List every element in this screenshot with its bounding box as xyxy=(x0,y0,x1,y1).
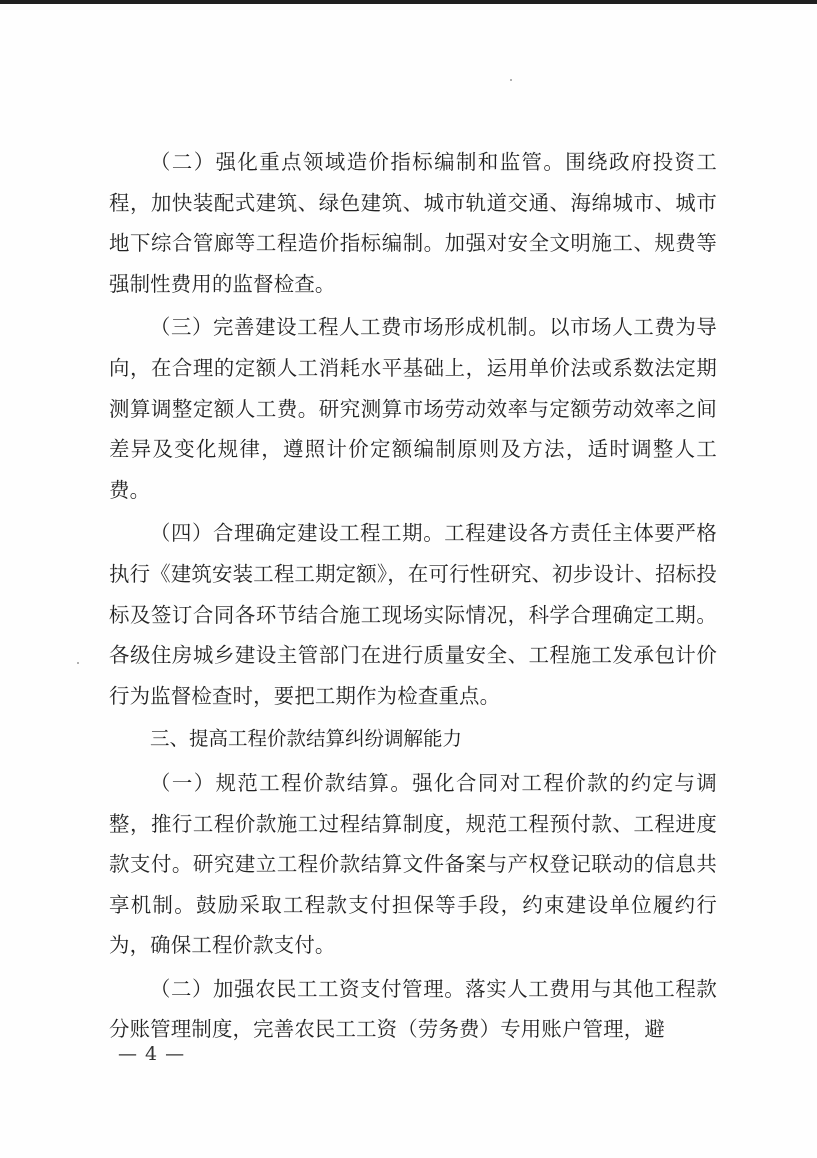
document-body xyxy=(109,142,717,1053)
page-number: — 4 — xyxy=(118,1043,186,1065)
paragraph-lead: （一）规范工程价款结算。 xyxy=(150,770,413,795)
paragraph-key-areas-indicators xyxy=(109,142,717,304)
section-heading: 三、提高工程价款结算纠纷调解能力 xyxy=(150,727,463,751)
paragraph-labor-cost-mechanism xyxy=(109,307,717,510)
paragraph-lead: （二）强化重点领域造价指标编制和监管。 xyxy=(150,150,566,174)
paragraph-lead: （三）完善建设工程人工费市场形成机制。 xyxy=(150,315,550,340)
paragraph-text: 以市场人工费为导向，在合理的定额人工消耗水平基础上，运用单价法或系数法定期测算调整定额人工费。研究测算市场劳动效率与定额劳动效率之间差异及变化规律，遵照计价定额编制原则及方法，适时调整人工费。 xyxy=(109,315,717,502)
paragraph-construction-period xyxy=(109,513,717,716)
paragraph-text: 围绕政府投资工程，加快装配式建筑、绿色建筑、城市轨道交通、海绵城市、城市地下综合管廊等工程造价指标编制。加强对安全文明施工、规费等强制性费用的监督检查。 xyxy=(109,150,717,296)
paragraph-text: 工程建设各方责任主体要严格执行《建筑安装工程工期定额》，在可行性研究、初步设计、招标投标及签订合同各环节结合施工现场实际情况，科学合理确定工期。各级住房城乡建设主管部门在进行质量安全、工程施工发承包计价行为监督检查时，要把工期作为检查重点。 xyxy=(109,521,717,708)
scan-speck xyxy=(510,79,512,81)
scan-speck xyxy=(77,662,79,664)
paragraph-text: 强化合同对工程价款的约定与调整，推行工程价款施工过程结算制度，规范工程预付款、工程进度款支付。研究建立工程价款结算文件备案与产权登记联动的信息共享机制。鼓励采取工程款支付担保等手段，约束建设单位履约行为，确保工程价款支付。 xyxy=(109,770,717,958)
scan-top-edge xyxy=(0,0,817,4)
paragraph-price-settlement xyxy=(109,763,717,966)
paragraph-lead: （四）合理确定建设工程工期。 xyxy=(150,521,445,546)
paragraph-text: 落实人工费用与其他工程款分账管理制度，完善农民工工资（劳务费）专用账户管理，避 xyxy=(109,976,717,1042)
paragraph-lead: （二）加强农民工工资支付管理。 xyxy=(150,976,466,1001)
paragraph-migrant-wages xyxy=(109,969,717,1050)
